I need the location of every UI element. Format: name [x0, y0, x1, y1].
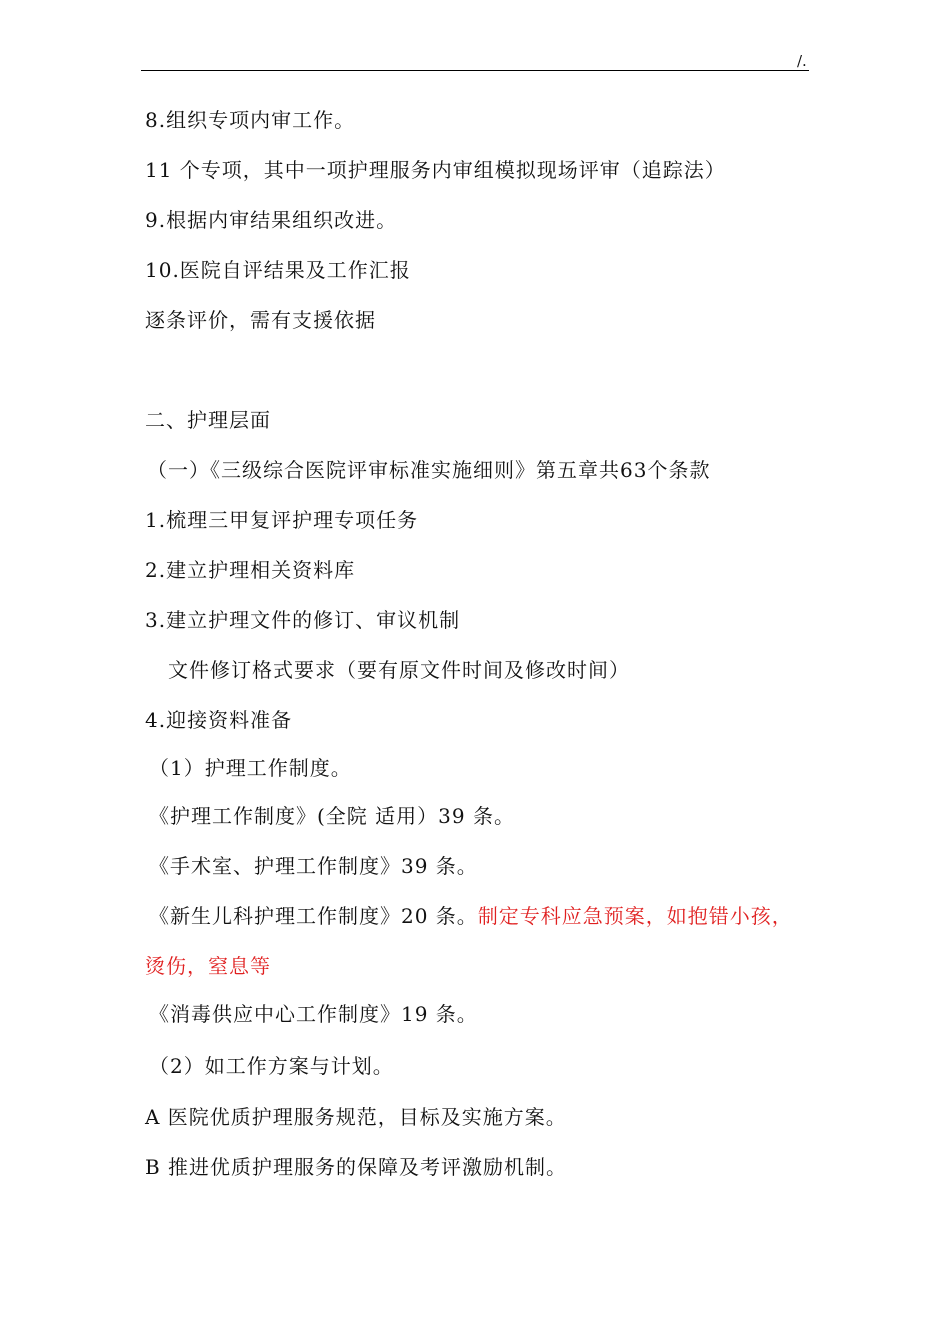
item-1: 1.梳理三甲复评护理专项任务 [145, 508, 419, 532]
subsection-heading: （一）《三级综合医院评审标准实施细则》第五章共63个条款 [147, 458, 711, 482]
item-4: 4.迎接资料准备 [145, 708, 293, 732]
subitem-2: （2）如工作方案与计划。 [149, 1054, 394, 1078]
item-3: 3.建立护理文件的修订、审议机制 [145, 608, 461, 632]
header-mark: /. [797, 52, 807, 70]
subitem-1: （1）护理工作制度。 [149, 756, 352, 780]
item-2: 2.建立护理相关资料库 [145, 558, 356, 582]
section-heading: 二、护理层面 [145, 408, 271, 432]
item-8: 8.组织专项内审工作。 [145, 108, 356, 132]
rule-neonatal-text: 《新生儿科护理工作制度》20 条。 [149, 904, 478, 928]
item-3-note: 文件修订格式要求（要有原文件时间及修改时间） [168, 658, 630, 682]
item-9: 9.根据内审结果组织改进。 [145, 208, 398, 232]
rule-neonatal [149, 902, 793, 930]
rule-sterilization: 《消毒供应中心工作制度》19 条。 [149, 1002, 478, 1026]
rule-general: 《护理工作制度》(全院 适用）39 条。 [149, 804, 515, 828]
item-8-note: 11 个专项，其中一项护理服务内审组模拟现场评审（追踪法） [145, 158, 726, 182]
plan-b: B 推进优质护理服务的保障及考评激励机制。 [145, 1155, 568, 1179]
highlight-emergency-plan: 制定专科应急预案，如抱错小孩， [477, 904, 793, 928]
rule-operating-room: 《手术室、护理工作制度》39 条。 [149, 854, 478, 878]
header-rule [141, 70, 809, 71]
highlight-emergency-plan-cont: 烫伤，窒息等 [145, 954, 271, 978]
plan-a: A 医院优质护理服务规范，目标及实施方案。 [145, 1105, 567, 1129]
item-10-note: 逐条评价，需有支援依据 [145, 308, 376, 332]
item-10: 10.医院自评结果及工作汇报 [145, 258, 411, 282]
